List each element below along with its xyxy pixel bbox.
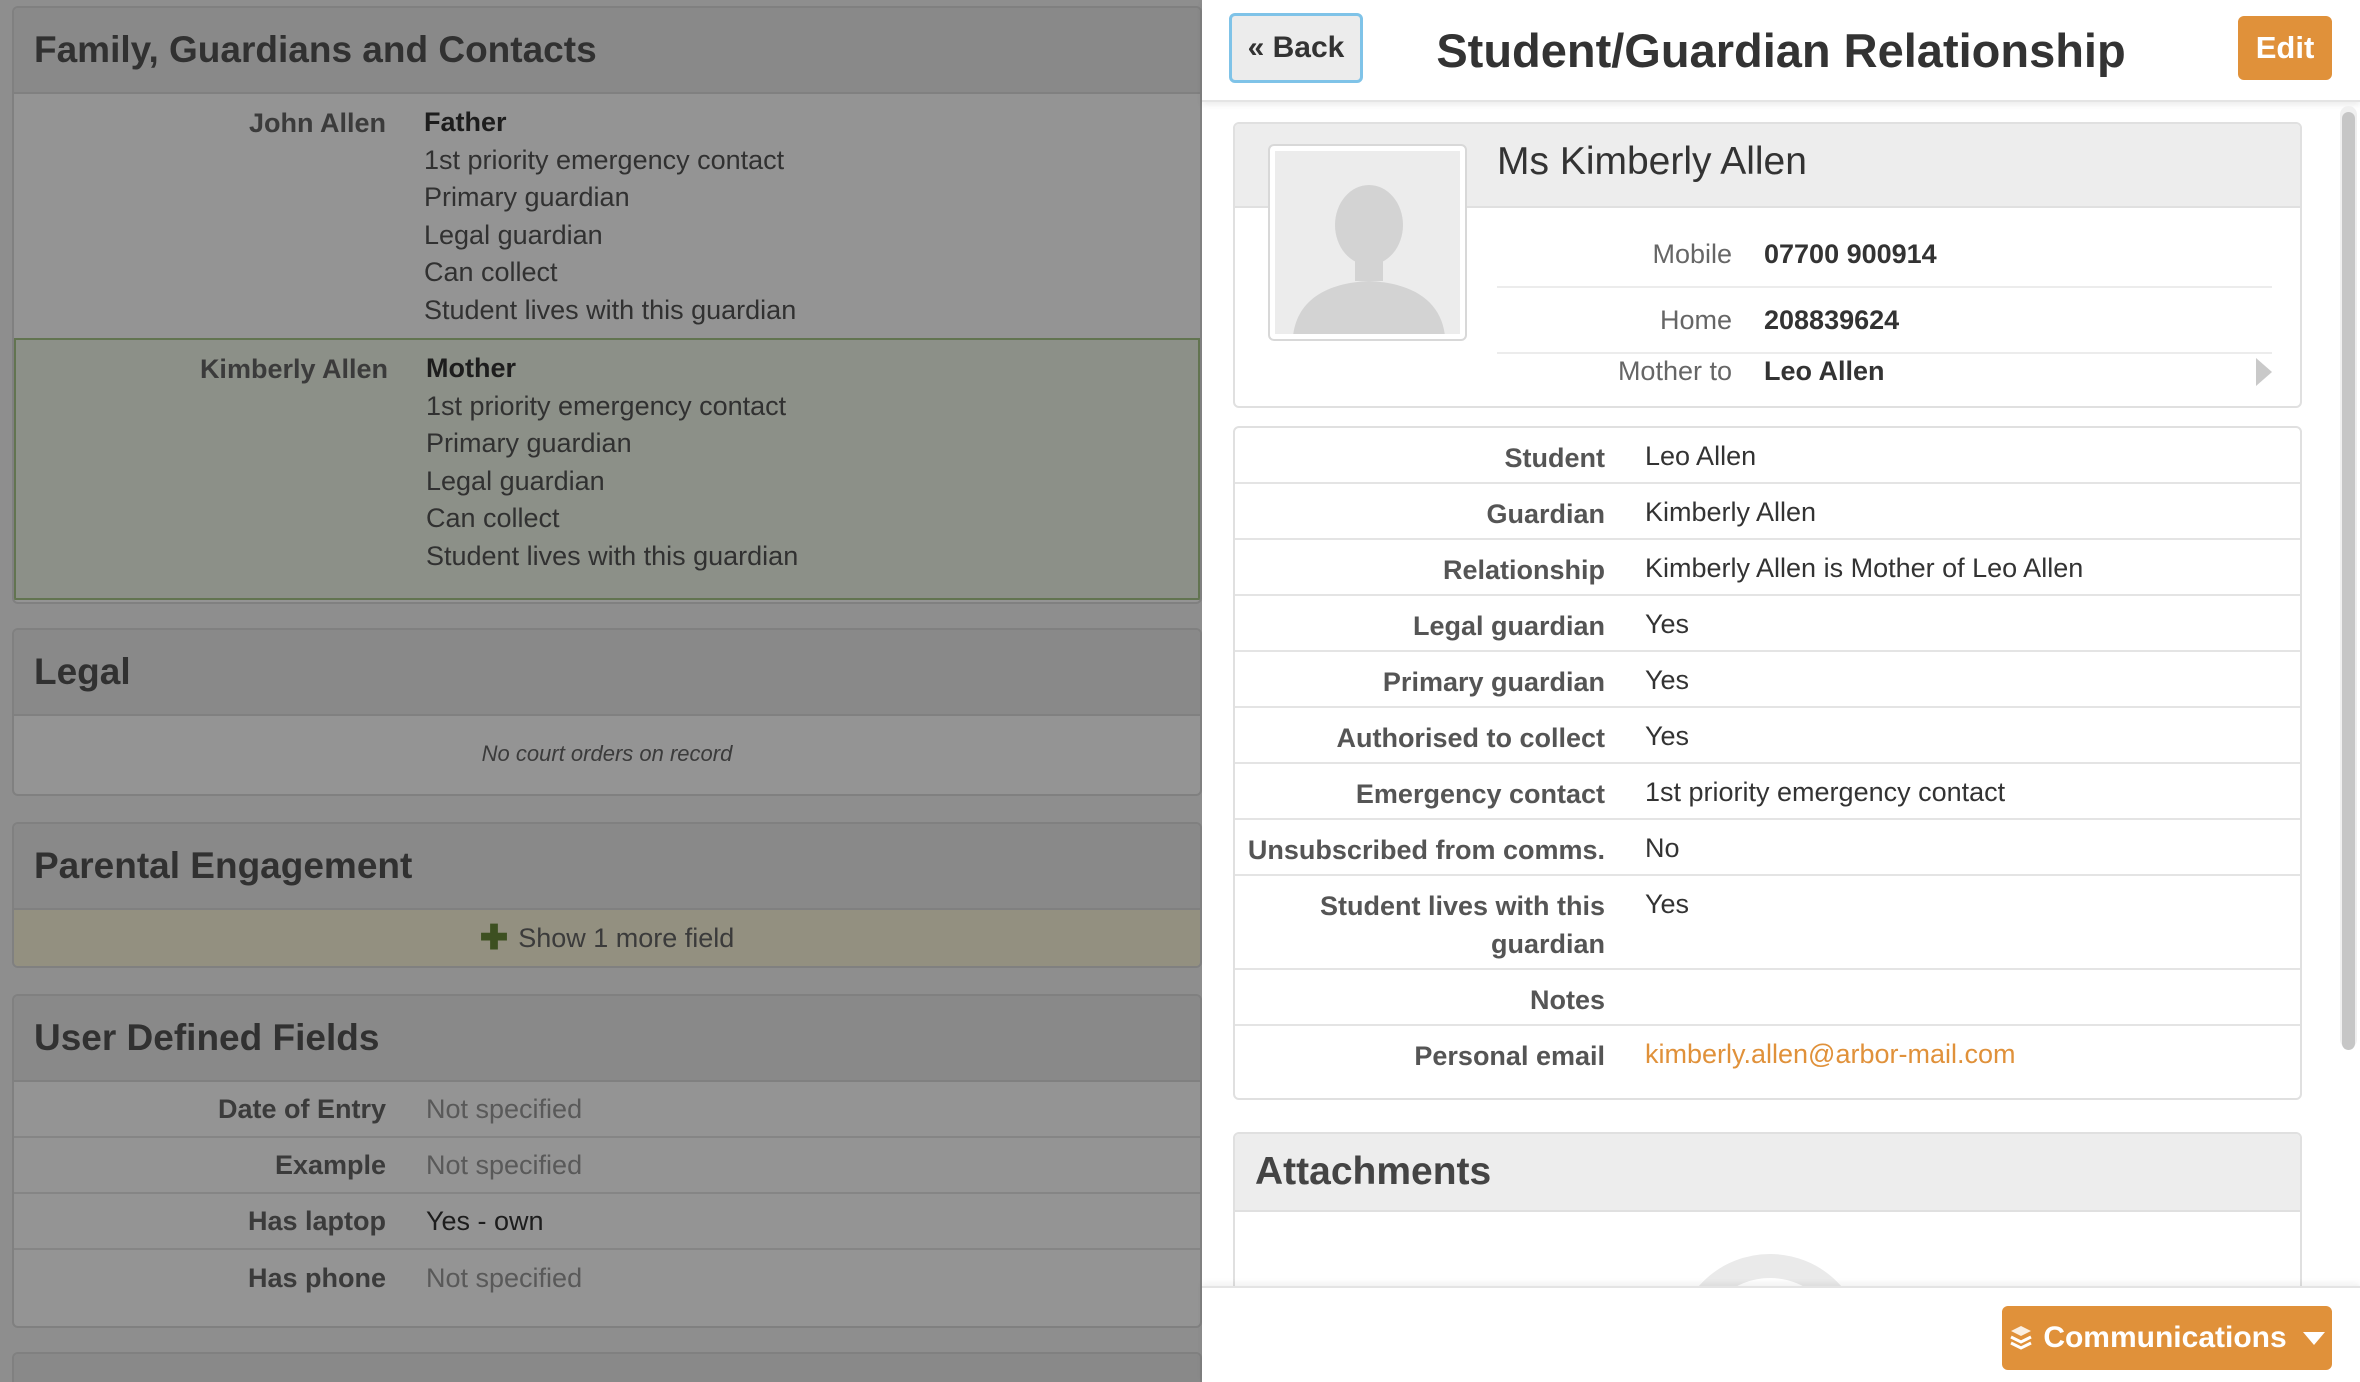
relationship-attribute: 1st priority emergency contact [424,144,785,175]
udf-section-title: User Defined Fields [14,996,1200,1082]
communications-button[interactable] [2002,1306,2332,1370]
back-button[interactable]: « Back [1229,13,1363,83]
detail-row-legal-guardian[interactable] [1235,596,2300,652]
detail-value: Yes [1645,665,1690,695]
relationship-name: Kimberly Allen [199,354,388,384]
relationship-type: Father [424,107,507,137]
panel-footer [1202,1286,2360,1382]
contact-row-mobile[interactable] [1497,222,2272,288]
detail-label: Notes [1529,985,1605,1015]
udf-value: Not specified [426,1262,583,1293]
detail-label: Primary guardian [1382,667,1605,697]
relationship-slideover [1202,0,2360,1382]
panel-title: Student/Guardian Relationship [1436,23,2126,77]
engagement-section-title: Parental Engagement [14,824,1200,910]
guardian-name: Ms Kimberly Allen [1497,140,1807,183]
detail-value: Leo Allen [1645,441,1757,471]
detail-value: Yes [1645,721,1690,751]
legal-section-title: Legal [14,630,1200,716]
detail-label: Unsubscribed from comms. [1247,835,1605,865]
detail-row-student[interactable] [1235,428,2300,484]
relationship-attribute: Legal guardian [424,219,603,250]
attachments-section [1233,1132,2302,1286]
attachments-title: Attachments [1235,1134,2300,1212]
detail-row-emergency-contact[interactable] [1235,764,2300,820]
detail-row-lives-with[interactable] [1235,876,2300,970]
avatar [1268,144,1467,341]
detail-row-guardian[interactable] [1235,484,2300,540]
detail-label: Authorised to collect [1336,723,1605,753]
udf-label: Example [274,1149,386,1180]
contact-row-mother-to[interactable] [1497,338,2272,404]
person-silhouette-icon [1275,151,1460,334]
detail-row-personal-email[interactable] [1235,1026,2300,1082]
contact-label: Home [1659,304,1732,335]
relationship-attribute: Legal guardian [426,465,605,496]
relationship-attribute: Can collect [424,257,558,287]
detail-label: Legal guardian [1412,611,1605,641]
detail-label: Emergency contact [1355,779,1605,809]
email-link[interactable]: kimberly.allen@arbor-mail.com [1645,1039,2016,1069]
detail-row-notes[interactable] [1235,970,2300,1026]
detail-value: Yes [1645,609,1690,639]
chevron-right-icon[interactable] [2256,358,2272,386]
contact-value: 208839624 [1764,304,1900,335]
udf-label: Has laptop [247,1205,386,1236]
relationship-attribute: Student lives with this guardian [426,540,799,571]
plus-icon: ✚ [479,919,509,957]
family-section-title: Family, Guardians and Contacts [14,8,1200,94]
court-orders-empty-note: No court orders on record [481,741,733,766]
relationship-name: John Allen [248,108,386,138]
detail-row-relationship[interactable] [1235,540,2300,596]
relationship-attribute: Primary guardian [426,428,632,458]
relationship-attribute: Student lives with this guardian [424,294,797,325]
contact-value: 07700 900914 [1764,238,1937,269]
udf-value: Yes - own [426,1205,544,1236]
detail-row-primary-guardian[interactable] [1235,652,2300,708]
edit-button[interactable]: Edit [2238,16,2332,80]
detail-label: Relationship [1442,555,1605,585]
contact-label: Mother to [1617,355,1732,386]
detail-value: Kimberly Allen [1645,497,1817,527]
relationship-attribute: Primary guardian [424,182,630,212]
caret-down-icon [2303,1332,2325,1345]
detail-label: Student [1504,443,1605,473]
show-more-label: Show 1 more field [518,922,735,953]
communications-label: Communications [2043,1321,2287,1354]
relationship-attribute: 1st priority emergency contact [426,390,787,421]
detail-label: Personal email [1414,1041,1605,1071]
detail-value: No [1645,833,1680,863]
guardian-contact-card [1233,122,2302,408]
detail-row-authorised-to-collect[interactable] [1235,708,2300,764]
scrollbar-thumb[interactable] [2342,112,2355,1050]
udf-value: Not specified [426,1093,583,1124]
relationship-details-table [1233,426,2302,1100]
detail-value: Yes [1645,889,1690,919]
contact-value: Leo Allen [1764,355,1885,386]
contact-label: Mobile [1652,238,1732,269]
panel-header [1202,0,2360,102]
detail-label: Guardian [1486,499,1605,529]
detail-value: 1st priority emergency contact [1645,777,2006,807]
panel-body [1202,102,2360,1286]
detail-row-unsubscribed[interactable] [1235,820,2300,876]
relationship-attribute: Can collect [426,503,560,533]
detail-value: Kimberly Allen is Mother of Leo Allen [1645,553,2084,583]
udf-value: Not specified [426,1149,583,1180]
stack-icon [2009,1325,2033,1351]
udf-label: Date of Entry [217,1093,386,1124]
panel-scrollbar[interactable] [2340,106,2357,1048]
detail-label: Student lives with this guardian [1319,891,1605,959]
attachment-placeholder-icon [1675,1254,1865,1286]
relationship-type: Mother [426,353,516,383]
udf-label: Has phone [247,1262,386,1293]
